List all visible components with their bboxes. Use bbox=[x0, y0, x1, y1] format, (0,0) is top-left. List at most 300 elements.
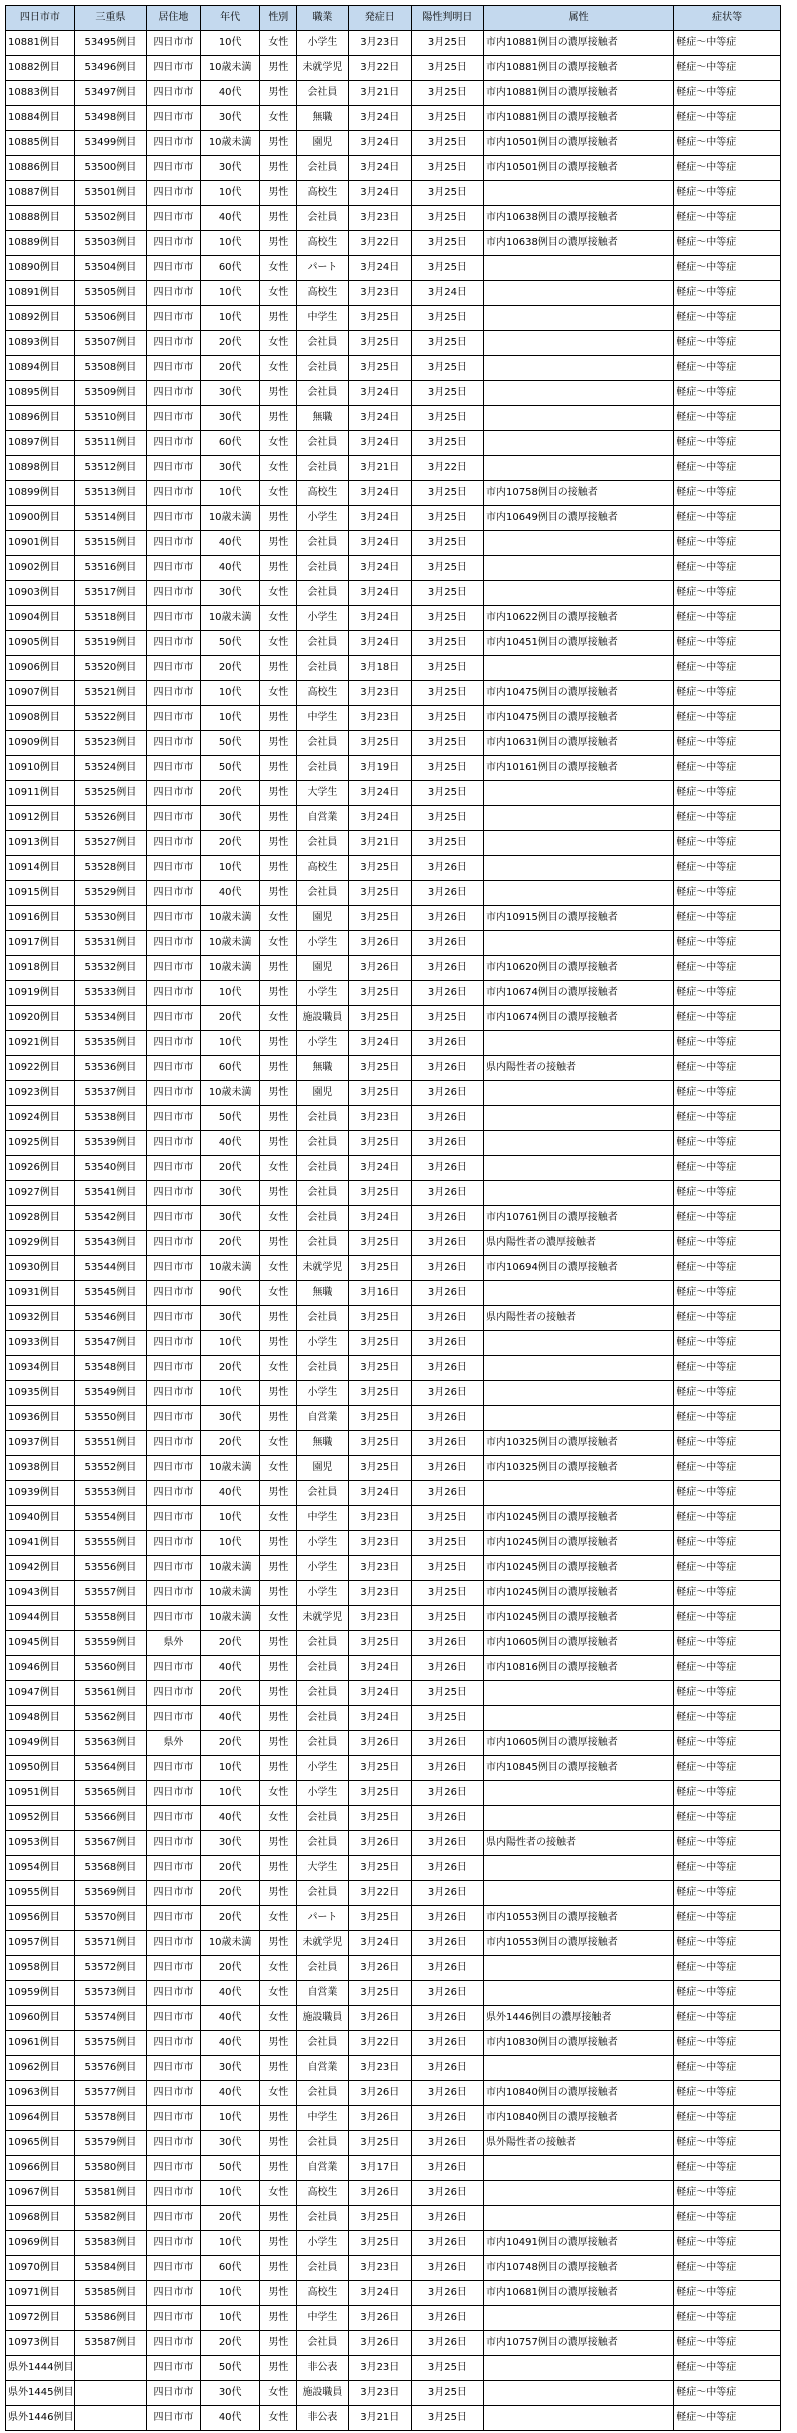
cell-occupation: 無職 bbox=[297, 406, 349, 431]
cell-positive-date: 3月26日 bbox=[411, 1481, 483, 1506]
cell-symptoms: 軽症～中等症 bbox=[674, 31, 781, 56]
cell-onset-date: 3月26日 bbox=[348, 2331, 411, 2356]
cell-attribute bbox=[484, 2181, 674, 2206]
cell-occupation: 会社員 bbox=[297, 1806, 349, 1831]
cell-city-no: 10923例目 bbox=[6, 1081, 75, 1106]
cell-residence: 四日市市 bbox=[147, 156, 201, 181]
cell-residence: 四日市市 bbox=[147, 1981, 201, 2006]
cell-attribute: 県外1446例目の濃厚接触者 bbox=[484, 2006, 674, 2031]
cell-city-no: 10947例目 bbox=[6, 1681, 75, 1706]
cell-residence: 四日市市 bbox=[147, 1381, 201, 1406]
header-residence: 居住地 bbox=[147, 6, 201, 31]
cell-city-no: 10895例目 bbox=[6, 381, 75, 406]
cell-occupation: 高校生 bbox=[297, 481, 349, 506]
cell-age: 30代 bbox=[200, 1206, 260, 1231]
cell-attribute: 市内10840例目の濃厚接触者 bbox=[484, 2106, 674, 2131]
cell-attribute: 市内10245例目の濃厚接触者 bbox=[484, 1581, 674, 1606]
table-row bbox=[6, 1081, 781, 1106]
cell-age: 20代 bbox=[200, 1906, 260, 1931]
cell-symptoms: 軽症～中等症 bbox=[674, 1531, 781, 1556]
cell-occupation: 会社員 bbox=[297, 81, 349, 106]
cell-occupation: 高校生 bbox=[297, 2281, 349, 2306]
cell-occupation: 小学生 bbox=[297, 1531, 349, 1556]
cell-attribute bbox=[484, 456, 674, 481]
cell-attribute bbox=[484, 1806, 674, 1831]
cell-residence: 四日市市 bbox=[147, 1456, 201, 1481]
table-row bbox=[6, 1956, 781, 1981]
cell-residence: 四日市市 bbox=[147, 1581, 201, 1606]
cell-sex: 男性 bbox=[260, 806, 297, 831]
cell-sex: 女性 bbox=[260, 906, 297, 931]
cell-occupation: 自営業 bbox=[297, 1406, 349, 1431]
cell-positive-date: 3月26日 bbox=[411, 2206, 483, 2231]
cell-occupation: パート bbox=[297, 256, 349, 281]
cell-city-no: 10962例目 bbox=[6, 2056, 75, 2081]
cell-attribute: 市内10674例目の濃厚接触者 bbox=[484, 1006, 674, 1031]
cell-sex: 男性 bbox=[260, 1306, 297, 1331]
cell-attribute bbox=[484, 2156, 674, 2181]
cell-city-no: 県外1445例目 bbox=[6, 2381, 75, 2406]
cell-symptoms: 軽症～中等症 bbox=[674, 2206, 781, 2231]
cell-sex: 男性 bbox=[260, 781, 297, 806]
cell-symptoms: 軽症～中等症 bbox=[674, 931, 781, 956]
cell-attribute: 市内10761例目の濃厚接触者 bbox=[484, 1206, 674, 1231]
cell-occupation: 会社員 bbox=[297, 831, 349, 856]
cell-occupation: 会社員 bbox=[297, 531, 349, 556]
cell-symptoms: 軽症～中等症 bbox=[674, 1781, 781, 1806]
table-row bbox=[6, 1206, 781, 1231]
cell-occupation: 自営業 bbox=[297, 2156, 349, 2181]
cell-symptoms: 軽症～中等症 bbox=[674, 1756, 781, 1781]
cell-city-no: 10927例目 bbox=[6, 1181, 75, 1206]
cell-symptoms: 軽症～中等症 bbox=[674, 2181, 781, 2206]
table-row bbox=[6, 481, 781, 506]
cell-occupation: 会社員 bbox=[297, 456, 349, 481]
table-row bbox=[6, 2156, 781, 2181]
cell-positive-date: 3月26日 bbox=[411, 1806, 483, 1831]
cell-occupation: 会社員 bbox=[297, 206, 349, 231]
cell-city-no: 10959例目 bbox=[6, 1981, 75, 2006]
cell-attribute bbox=[484, 431, 674, 456]
table-row bbox=[6, 281, 781, 306]
cell-symptoms: 軽症～中等症 bbox=[674, 731, 781, 756]
table-row bbox=[6, 2231, 781, 2256]
cell-onset-date: 3月24日 bbox=[348, 781, 411, 806]
cell-residence: 四日市市 bbox=[147, 1031, 201, 1056]
cell-residence: 四日市市 bbox=[147, 1106, 201, 1131]
cell-city-no: 10950例目 bbox=[6, 1756, 75, 1781]
cell-sex: 男性 bbox=[260, 81, 297, 106]
cell-attribute bbox=[484, 1031, 674, 1056]
cell-sex: 男性 bbox=[260, 956, 297, 981]
table-row bbox=[6, 1481, 781, 1506]
cell-age: 10代 bbox=[200, 306, 260, 331]
table-row bbox=[6, 881, 781, 906]
cell-age: 20代 bbox=[200, 1681, 260, 1706]
cell-age: 30代 bbox=[200, 2131, 260, 2156]
cell-occupation: 大学生 bbox=[297, 1856, 349, 1881]
cell-pref-no: 53499例目 bbox=[74, 131, 146, 156]
cell-onset-date: 3月26日 bbox=[348, 931, 411, 956]
cell-attribute bbox=[484, 1706, 674, 1731]
cell-attribute: 市内10881例目の濃厚接触者 bbox=[484, 106, 674, 131]
cell-attribute bbox=[484, 2206, 674, 2231]
cell-age: 10代 bbox=[200, 2231, 260, 2256]
cell-attribute bbox=[484, 931, 674, 956]
cell-residence: 四日市市 bbox=[147, 1956, 201, 1981]
cell-sex: 女性 bbox=[260, 1156, 297, 1181]
cell-positive-date: 3月26日 bbox=[411, 1056, 483, 1081]
cell-sex: 女性 bbox=[260, 1356, 297, 1381]
cell-city-no: 10920例目 bbox=[6, 1006, 75, 1031]
cell-pref-no: 53508例目 bbox=[74, 356, 146, 381]
cell-city-no: 10926例目 bbox=[6, 1156, 75, 1181]
cell-attribute bbox=[484, 2356, 674, 2381]
cell-occupation: 小学生 bbox=[297, 981, 349, 1006]
cell-residence: 四日市市 bbox=[147, 1606, 201, 1631]
cell-attribute bbox=[484, 1356, 674, 1381]
cell-occupation: 会社員 bbox=[297, 1956, 349, 1981]
table-row bbox=[6, 781, 781, 806]
cell-occupation: 会社員 bbox=[297, 1731, 349, 1756]
table-header bbox=[6, 6, 781, 31]
cell-occupation: 無職 bbox=[297, 1281, 349, 1306]
cell-city-no: 10924例目 bbox=[6, 1106, 75, 1131]
cell-sex: 女性 bbox=[260, 1956, 297, 1981]
cell-sex: 女性 bbox=[260, 481, 297, 506]
cell-occupation: 会社員 bbox=[297, 331, 349, 356]
cell-pref-no: 53534例目 bbox=[74, 1006, 146, 1031]
cell-age: 20代 bbox=[200, 2331, 260, 2356]
cell-age: 60代 bbox=[200, 2256, 260, 2281]
cell-positive-date: 3月25日 bbox=[411, 1556, 483, 1581]
cell-symptoms: 軽症～中等症 bbox=[674, 681, 781, 706]
cell-occupation: 会社員 bbox=[297, 2031, 349, 2056]
cell-onset-date: 3月25日 bbox=[348, 1131, 411, 1156]
cell-onset-date: 3月21日 bbox=[348, 2406, 411, 2431]
cell-pref-no: 53528例目 bbox=[74, 856, 146, 881]
cell-sex: 女性 bbox=[260, 631, 297, 656]
cell-age: 20代 bbox=[200, 1956, 260, 1981]
cell-symptoms: 軽症～中等症 bbox=[674, 631, 781, 656]
cell-positive-date: 3月26日 bbox=[411, 956, 483, 981]
cell-symptoms: 軽症～中等症 bbox=[674, 156, 781, 181]
cell-attribute: 県内陽性者の濃厚接触者 bbox=[484, 1231, 674, 1256]
table-row bbox=[6, 156, 781, 181]
cell-onset-date: 3月26日 bbox=[348, 1831, 411, 1856]
cell-age: 20代 bbox=[200, 356, 260, 381]
cell-pref-no: 53506例目 bbox=[74, 306, 146, 331]
cell-pref-no: 53560例目 bbox=[74, 1656, 146, 1681]
table-row bbox=[6, 1581, 781, 1606]
cell-onset-date: 3月25日 bbox=[348, 356, 411, 381]
table-row bbox=[6, 406, 781, 431]
cell-city-no: 10892例目 bbox=[6, 306, 75, 331]
cell-city-no: 10949例目 bbox=[6, 1731, 75, 1756]
cell-sex: 女性 bbox=[260, 1806, 297, 1831]
cell-age: 20代 bbox=[200, 1881, 260, 1906]
cell-occupation: 小学生 bbox=[297, 506, 349, 531]
cell-age: 20代 bbox=[200, 781, 260, 806]
cell-onset-date: 3月25日 bbox=[348, 1806, 411, 1831]
cell-positive-date: 3月25日 bbox=[411, 756, 483, 781]
cell-positive-date: 3月25日 bbox=[411, 1506, 483, 1531]
table-row bbox=[6, 2106, 781, 2131]
cell-sex: 男性 bbox=[260, 2231, 297, 2256]
cell-onset-date: 3月26日 bbox=[348, 2181, 411, 2206]
table-row bbox=[6, 206, 781, 231]
cell-onset-date: 3月23日 bbox=[348, 706, 411, 731]
cell-residence: 四日市市 bbox=[147, 56, 201, 81]
cell-residence: 四日市市 bbox=[147, 1781, 201, 1806]
table-row bbox=[6, 731, 781, 756]
table-row bbox=[6, 1656, 781, 1681]
cell-city-no: 10903例目 bbox=[6, 581, 75, 606]
cell-positive-date: 3月26日 bbox=[411, 1156, 483, 1181]
cell-pref-no: 53576例目 bbox=[74, 2056, 146, 2081]
cell-positive-date: 3月25日 bbox=[411, 131, 483, 156]
cell-symptoms: 軽症～中等症 bbox=[674, 506, 781, 531]
cell-attribute bbox=[484, 356, 674, 381]
table-row bbox=[6, 181, 781, 206]
cell-residence: 四日市市 bbox=[147, 231, 201, 256]
cell-city-no: 10884例目 bbox=[6, 106, 75, 131]
cell-age: 40代 bbox=[200, 1131, 260, 1156]
cell-positive-date: 3月26日 bbox=[411, 1881, 483, 1906]
header-pref-no: 三重県 bbox=[74, 6, 146, 31]
cell-age: 10代 bbox=[200, 31, 260, 56]
cell-residence: 四日市市 bbox=[147, 2306, 201, 2331]
cell-onset-date: 3月24日 bbox=[348, 1931, 411, 1956]
cell-symptoms: 軽症～中等症 bbox=[674, 406, 781, 431]
cell-residence: 四日市市 bbox=[147, 1656, 201, 1681]
cell-sex: 女性 bbox=[260, 2006, 297, 2031]
table-row bbox=[6, 1331, 781, 1356]
cell-positive-date: 3月26日 bbox=[411, 1181, 483, 1206]
cell-attribute: 市内10840例目の濃厚接触者 bbox=[484, 2081, 674, 2106]
cell-onset-date: 3月25日 bbox=[348, 1781, 411, 1806]
table-row bbox=[6, 2206, 781, 2231]
cell-residence: 四日市市 bbox=[147, 2206, 201, 2231]
cell-sex: 男性 bbox=[260, 1756, 297, 1781]
cell-symptoms: 軽症～中等症 bbox=[674, 1881, 781, 1906]
cell-city-no: 10951例目 bbox=[6, 1781, 75, 1806]
cell-onset-date: 3月25日 bbox=[348, 1056, 411, 1081]
cell-age: 60代 bbox=[200, 256, 260, 281]
cell-attribute: 市内10694例目の濃厚接触者 bbox=[484, 1256, 674, 1281]
cell-city-no: 10960例目 bbox=[6, 2006, 75, 2031]
cell-onset-date: 3月24日 bbox=[348, 381, 411, 406]
cell-onset-date: 3月25日 bbox=[348, 1631, 411, 1656]
cell-attribute: 市内10631例目の濃厚接触者 bbox=[484, 731, 674, 756]
cell-symptoms: 軽症～中等症 bbox=[674, 856, 781, 881]
table-row bbox=[6, 1356, 781, 1381]
cell-sex: 男性 bbox=[260, 1731, 297, 1756]
cell-pref-no: 53564例目 bbox=[74, 1756, 146, 1781]
cell-pref-no: 53511例目 bbox=[74, 431, 146, 456]
cell-sex: 男性 bbox=[260, 206, 297, 231]
cell-sex: 女性 bbox=[260, 581, 297, 606]
cell-residence: 四日市市 bbox=[147, 481, 201, 506]
cell-sex: 男性 bbox=[260, 706, 297, 731]
cell-onset-date: 3月26日 bbox=[348, 956, 411, 981]
cell-city-no: 10882例目 bbox=[6, 56, 75, 81]
cell-pref-no: 53553例目 bbox=[74, 1481, 146, 1506]
cell-age: 40代 bbox=[200, 2006, 260, 2031]
cell-pref-no: 53543例目 bbox=[74, 1231, 146, 1256]
cell-city-no: 10958例目 bbox=[6, 1956, 75, 1981]
cell-symptoms: 軽症～中等症 bbox=[674, 231, 781, 256]
cell-sex: 男性 bbox=[260, 181, 297, 206]
cell-symptoms: 軽症～中等症 bbox=[674, 1731, 781, 1756]
cell-age: 10歳未満 bbox=[200, 1556, 260, 1581]
cell-sex: 男性 bbox=[260, 556, 297, 581]
cell-attribute: 市内10845例目の濃厚接触者 bbox=[484, 1756, 674, 1781]
cell-positive-date: 3月26日 bbox=[411, 1306, 483, 1331]
cell-onset-date: 3月25日 bbox=[348, 1981, 411, 2006]
table-row bbox=[6, 356, 781, 381]
cell-onset-date: 3月24日 bbox=[348, 531, 411, 556]
cell-symptoms: 軽症～中等症 bbox=[674, 2306, 781, 2331]
cell-onset-date: 3月25日 bbox=[348, 1906, 411, 1931]
table-row bbox=[6, 1531, 781, 1556]
cell-onset-date: 3月19日 bbox=[348, 756, 411, 781]
cell-residence: 四日市市 bbox=[147, 81, 201, 106]
cell-symptoms: 軽症～中等症 bbox=[674, 1456, 781, 1481]
cell-positive-date: 3月26日 bbox=[411, 1031, 483, 1056]
cell-positive-date: 3月25日 bbox=[411, 481, 483, 506]
cell-occupation: 会社員 bbox=[297, 1156, 349, 1181]
cell-attribute bbox=[484, 831, 674, 856]
cell-sex: 女性 bbox=[260, 2181, 297, 2206]
cell-sex: 男性 bbox=[260, 2256, 297, 2281]
cell-age: 10代 bbox=[200, 1781, 260, 1806]
cell-symptoms: 軽症～中等症 bbox=[674, 2281, 781, 2306]
cell-age: 10歳未満 bbox=[200, 506, 260, 531]
cell-symptoms: 軽症～中等症 bbox=[674, 1181, 781, 1206]
cell-sex: 男性 bbox=[260, 1406, 297, 1431]
case-table-container bbox=[5, 5, 781, 2431]
cell-age: 40代 bbox=[200, 1706, 260, 1731]
cell-city-no: 10938例目 bbox=[6, 1456, 75, 1481]
cell-occupation: 会社員 bbox=[297, 556, 349, 581]
cell-symptoms: 軽症～中等症 bbox=[674, 606, 781, 631]
cell-age: 40代 bbox=[200, 1806, 260, 1831]
cell-occupation: 中学生 bbox=[297, 706, 349, 731]
cell-onset-date: 3月22日 bbox=[348, 231, 411, 256]
table-row bbox=[6, 606, 781, 631]
cell-positive-date: 3月26日 bbox=[411, 1981, 483, 2006]
cell-age: 30代 bbox=[200, 1831, 260, 1856]
cell-sex: 女性 bbox=[260, 1506, 297, 1531]
table-row bbox=[6, 2131, 781, 2156]
cell-sex: 男性 bbox=[260, 1331, 297, 1356]
cell-city-no: 10909例目 bbox=[6, 731, 75, 756]
cell-positive-date: 3月26日 bbox=[411, 1331, 483, 1356]
cell-symptoms: 軽症～中等症 bbox=[674, 381, 781, 406]
cell-positive-date: 3月25日 bbox=[411, 631, 483, 656]
cell-symptoms: 軽症～中等症 bbox=[674, 1206, 781, 1231]
cell-pref-no: 53582例目 bbox=[74, 2206, 146, 2231]
cell-sex: 男性 bbox=[260, 1831, 297, 1856]
cell-age: 40代 bbox=[200, 206, 260, 231]
cell-age: 10代 bbox=[200, 1531, 260, 1556]
cell-residence: 四日市市 bbox=[147, 631, 201, 656]
cell-residence: 四日市市 bbox=[147, 756, 201, 781]
cell-city-no: 10965例目 bbox=[6, 2131, 75, 2156]
cell-residence: 四日市市 bbox=[147, 2031, 201, 2056]
cell-age: 40代 bbox=[200, 531, 260, 556]
cell-sex: 女性 bbox=[260, 2381, 297, 2406]
cell-age: 40代 bbox=[200, 1481, 260, 1506]
cell-residence: 四日市市 bbox=[147, 1681, 201, 1706]
cell-occupation: 会社員 bbox=[297, 2131, 349, 2156]
cell-positive-date: 3月26日 bbox=[411, 906, 483, 931]
cell-age: 40代 bbox=[200, 881, 260, 906]
cell-city-no: 10917例目 bbox=[6, 931, 75, 956]
cell-age: 10代 bbox=[200, 706, 260, 731]
cell-onset-date: 3月25日 bbox=[348, 906, 411, 931]
cell-attribute bbox=[484, 1781, 674, 1806]
cell-occupation: 無職 bbox=[297, 106, 349, 131]
cell-symptoms: 軽症～中等症 bbox=[674, 1306, 781, 1331]
cell-age: 20代 bbox=[200, 1006, 260, 1031]
table-row bbox=[6, 1431, 781, 1456]
cell-positive-date: 3月26日 bbox=[411, 1281, 483, 1306]
cell-symptoms: 軽症～中等症 bbox=[674, 1506, 781, 1531]
cell-attribute bbox=[484, 256, 674, 281]
cell-onset-date: 3月25日 bbox=[348, 731, 411, 756]
cell-age: 20代 bbox=[200, 1856, 260, 1881]
cell-city-no: 10904例目 bbox=[6, 606, 75, 631]
table-row bbox=[6, 1456, 781, 1481]
cell-symptoms: 軽症～中等症 bbox=[674, 2356, 781, 2381]
cell-pref-no: 53551例目 bbox=[74, 1431, 146, 1456]
cell-onset-date: 3月16日 bbox=[348, 1281, 411, 1306]
cell-attribute bbox=[484, 1681, 674, 1706]
cell-occupation: 中学生 bbox=[297, 2306, 349, 2331]
cell-positive-date: 3月25日 bbox=[411, 406, 483, 431]
cell-pref-no: 53558例目 bbox=[74, 1606, 146, 1631]
cell-sex: 男性 bbox=[260, 881, 297, 906]
cell-positive-date: 3月25日 bbox=[411, 506, 483, 531]
cell-positive-date: 3月25日 bbox=[411, 206, 483, 231]
cell-occupation: 高校生 bbox=[297, 856, 349, 881]
cell-positive-date: 3月25日 bbox=[411, 231, 483, 256]
cell-positive-date: 3月26日 bbox=[411, 2031, 483, 2056]
cell-pref-no: 53584例目 bbox=[74, 2256, 146, 2281]
cell-positive-date: 3月26日 bbox=[411, 1256, 483, 1281]
table-row bbox=[6, 256, 781, 281]
cell-attribute bbox=[484, 856, 674, 881]
cell-sex: 男性 bbox=[260, 1706, 297, 1731]
cell-sex: 女性 bbox=[260, 1256, 297, 1281]
table-row bbox=[6, 431, 781, 456]
cell-residence: 四日市市 bbox=[147, 906, 201, 931]
cell-sex: 男性 bbox=[260, 2156, 297, 2181]
cell-sex: 男性 bbox=[260, 731, 297, 756]
cell-city-no: 10881例目 bbox=[6, 31, 75, 56]
cell-positive-date: 3月25日 bbox=[411, 306, 483, 331]
cell-sex: 男性 bbox=[260, 2131, 297, 2156]
cell-pref-no: 53581例目 bbox=[74, 2181, 146, 2206]
table-row bbox=[6, 1556, 781, 1581]
cell-onset-date: 3月23日 bbox=[348, 2256, 411, 2281]
cell-positive-date: 3月26日 bbox=[411, 1831, 483, 1856]
cell-age: 10歳未満 bbox=[200, 1581, 260, 1606]
cell-symptoms: 軽症～中等症 bbox=[674, 306, 781, 331]
cell-city-no: 県外1444例目 bbox=[6, 2356, 75, 2381]
